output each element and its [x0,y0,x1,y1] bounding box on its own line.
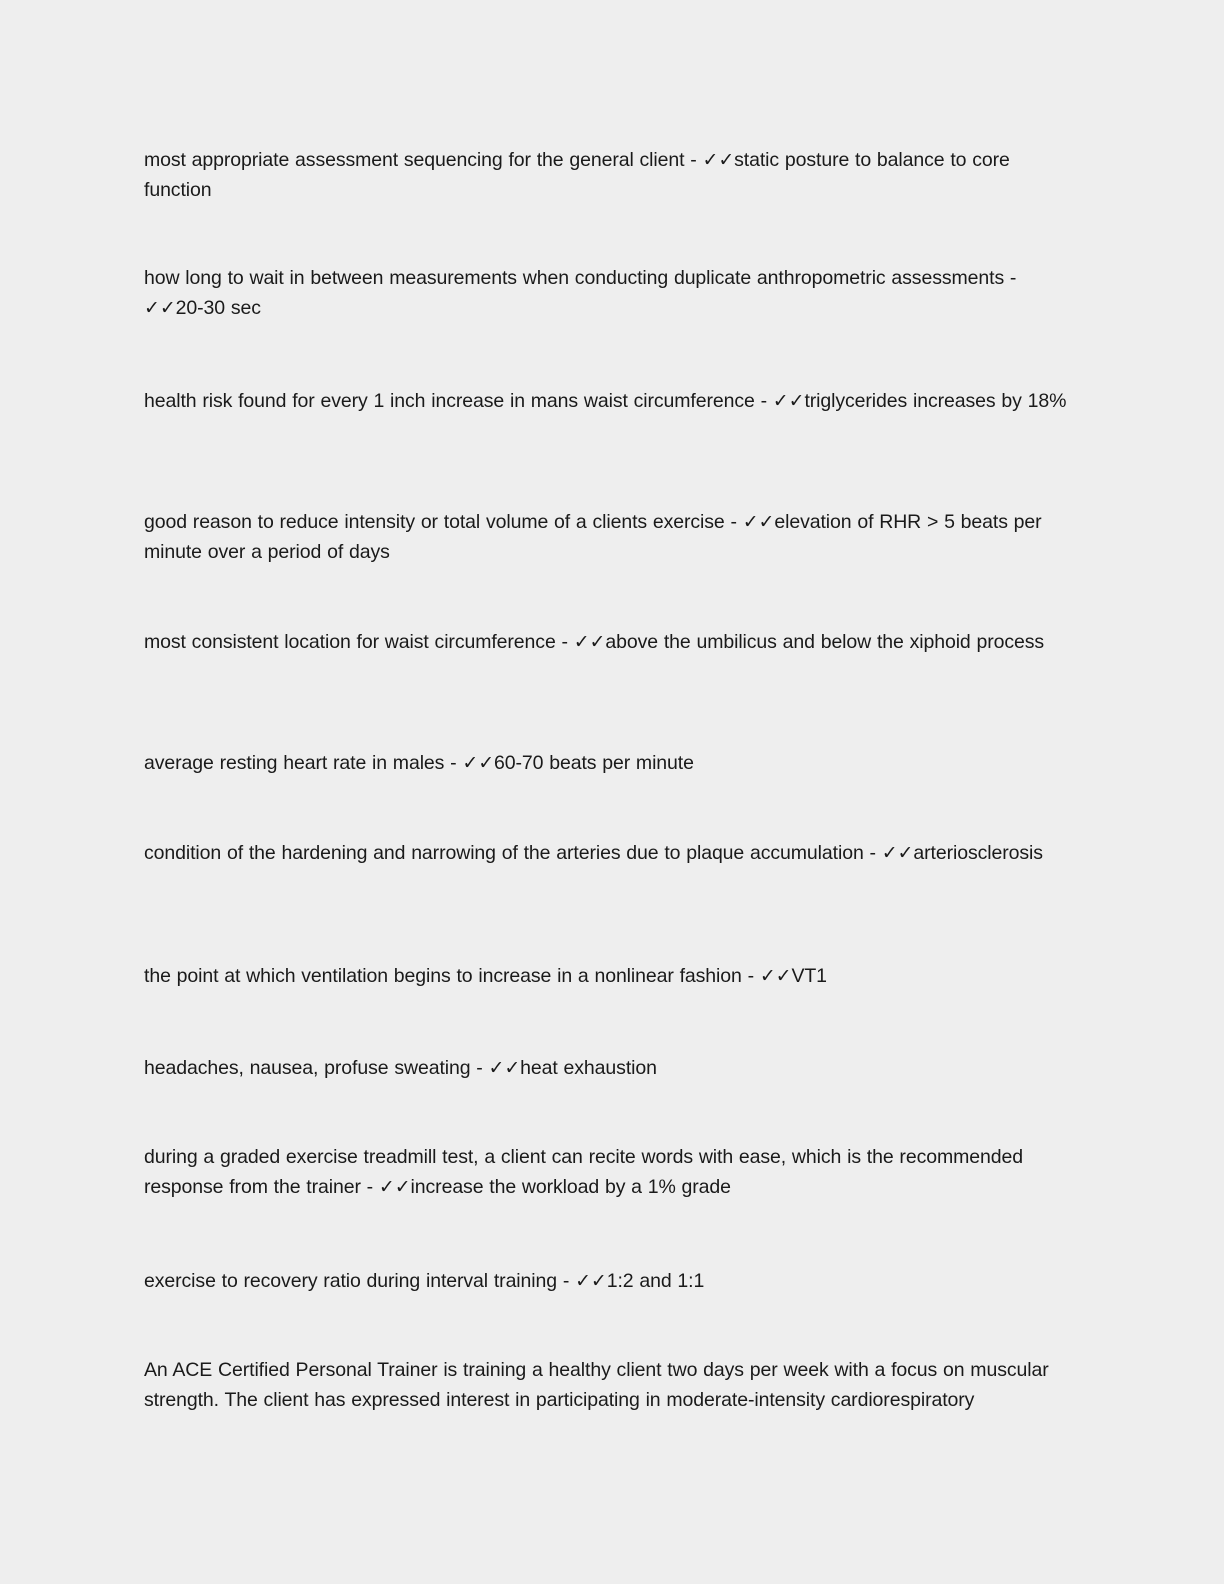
answer-text: 20-30 sec [175,297,261,319]
qa-item [144,1266,1079,1296]
question-text: exercise to recovery ratio during interval training - [144,1270,570,1292]
answer-text: elevation of RHR > 5 beats per minute over a period of days [144,511,1042,563]
double-check-icon: ✓✓ [702,149,735,171]
qa-item [144,1142,1079,1202]
double-check-icon: ✓✓ [488,1057,521,1079]
answer-text: 1:2 and 1:1 [606,1270,705,1292]
qa-item [144,838,1079,868]
qa-item [144,386,1079,416]
question-text: condition of the hardening and narrowing of the arteries due to plaque accumulation - [144,842,876,864]
answer-text: arteriosclerosis [913,842,1043,864]
double-check-icon: ✓✓ [742,511,775,533]
question-text: the point at which ventilation begins to increase in a nonlinear fashion - [144,965,754,987]
qa-item [144,748,1079,778]
double-check-icon: ✓✓ [378,1176,411,1198]
answer-text: static posture to balance to core function [144,149,1010,201]
qa-item [144,961,1079,991]
double-check-icon: ✓✓ [144,297,176,319]
qa-item [144,627,1079,657]
double-check-icon: ✓✓ [575,1270,607,1292]
qa-item [144,263,1079,323]
question-text: most consistent location for waist circumference - [144,631,568,653]
answer-text: heat exhaustion [520,1057,657,1079]
trailing-paragraph: An ACE Certified Personal Trainer is training a healthy client two days per week with a focus on muscular strength. The client has expressed interest in participating in moderate-intensity cardiorespiratory [144,1359,1049,1411]
answer-text: triglycerides increases by 18% [804,390,1067,412]
double-check-icon: ✓✓ [881,842,914,864]
answer-text: increase the workload by a 1% grade [410,1176,731,1198]
question-text: during a graded exercise treadmill test, a client can recite words with ease, which is the recommended response from the trainer - [144,1146,1023,1198]
double-check-icon: ✓✓ [462,752,495,774]
answer-text: VT1 [791,965,827,987]
double-check-icon: ✓✓ [759,965,792,987]
question-text: headaches, nausea, profuse sweating - [144,1057,483,1079]
answer-text: 60-70 beats per minute [494,752,694,774]
double-check-icon: ✓✓ [573,631,606,653]
double-check-icon: ✓✓ [772,390,805,412]
qa-item [144,145,1079,205]
question-text: average resting heart rate in males - [144,752,457,774]
question-text: most appropriate assessment sequencing for the general client - [144,149,697,171]
qa-item [144,507,1079,567]
question-text: how long to wait in between measurements when conducting duplicate anthropometric assessments - [144,267,1017,289]
answer-text: above the umbilicus and below the xiphoid process [605,631,1045,653]
question-text: good reason to reduce intensity or total volume of a clients exercise - [144,511,737,533]
question-text: health risk found for every 1 inch increase in mans waist circumference - [144,390,767,412]
qa-item [144,1053,1079,1083]
